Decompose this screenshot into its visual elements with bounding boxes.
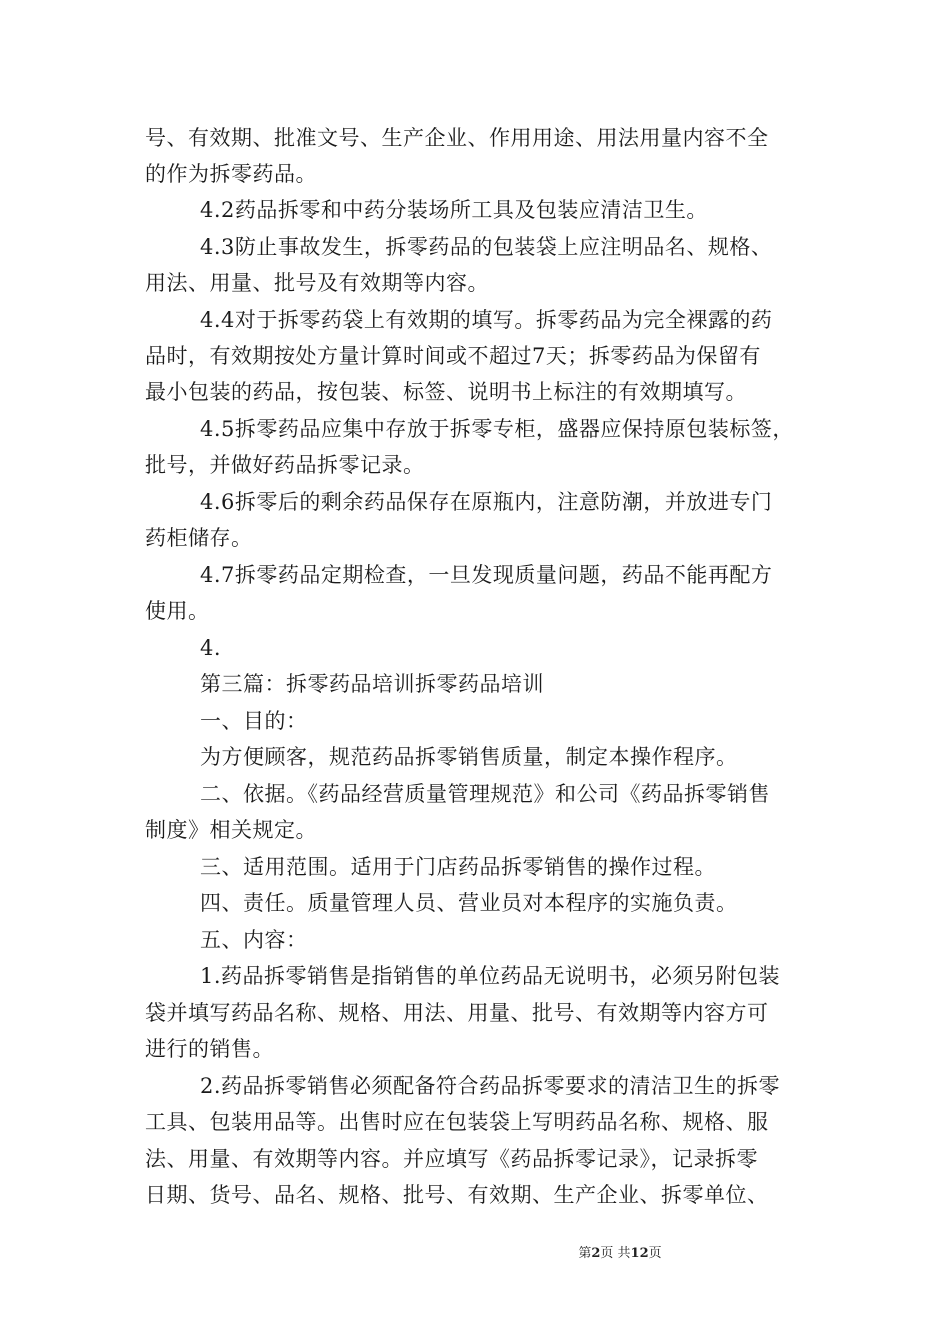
text-line: 2.药品拆零销售必须配备符合药品拆零要求的清洁卫生的拆零: [200, 1074, 781, 1098]
text-line: 法、用量、有效期等内容。并应填写《药品拆零记录》，记录拆零: [145, 1147, 758, 1171]
text-line: 批号，并做好药品拆零记录。: [145, 453, 425, 477]
text-line: 4.3防止事故发生，拆零药品的包装袋上应注明品名、规格、: [200, 235, 773, 259]
footer-suffix: 页: [648, 1246, 662, 1261]
text-line: 4.: [200, 636, 222, 660]
text-line: 的作为拆零药品。: [145, 162, 317, 186]
text-line: 工具、包装用品等。出售时应在包装袋上写明药品名称、规格、服: [145, 1110, 769, 1134]
text-line: 4.2药品拆零和中药分装场所工具及包装应清洁卫生。: [200, 198, 708, 222]
current-page-number: 2: [591, 1246, 601, 1261]
text-line: 4.5拆零药品应集中存放于拆零专柜，盛器应保持原包装标签，: [200, 417, 794, 441]
text-line: 一、目的：: [200, 709, 308, 733]
text-line: 1.药品拆零销售是指销售的单位药品无说明书，必须另附包装: [200, 964, 781, 988]
text-line: 五、内容：: [200, 928, 308, 952]
footer-prefix: 第: [578, 1246, 592, 1261]
text-line: 4.7拆零药品定期检查，一旦发现质量问题，药品不能再配方: [200, 563, 773, 587]
text-line: 四、责任。质量管理人员、营业员对本程序的实施负责。: [200, 891, 738, 915]
page-footer: [0, 1244, 950, 1264]
text-line: 制度》相关规定。: [145, 818, 317, 842]
total-page-number: 12: [630, 1246, 649, 1261]
text-line: 号、有效期、批准文号、生产企业、作用用途、用法用量内容不全: [145, 126, 769, 150]
text-line: 二、依据。《药品经营质量管理规范》和公司《药品拆零销售: [200, 782, 770, 806]
text-line: 三、适用范围。适用于门店药品拆零销售的操作过程。: [200, 855, 716, 879]
section-heading: 第三篇：拆零药品培训拆零药品培训: [200, 672, 544, 696]
text-line: 药柜储存。: [145, 526, 253, 550]
text-line: 品时，有效期按处方量计算时间或不超过7天；拆零药品为保留有: [145, 344, 761, 368]
text-line: 最小包装的药品，按包装、标签、说明书上标注的有效期填写。: [145, 380, 747, 404]
text-line: 袋并填写药品名称、规格、用法、用量、批号、有效期等内容方可: [145, 1001, 769, 1025]
text-line: 4.4对于拆零药袋上有效期的填写。拆零药品为完全裸露的药: [200, 308, 773, 332]
text-line: 为方便顾客，规范药品拆零销售质量，制定本操作程序。: [200, 745, 738, 769]
text-line: 用法、用量、批号及有效期等内容。: [145, 271, 489, 295]
footer-middle: 页 共: [600, 1246, 631, 1261]
text-line: 进行的销售。: [145, 1037, 274, 1061]
text-line: 使用。: [145, 599, 210, 623]
text-line: 日期、货号、品名、规格、批号、有效期、生产企业、拆零单位、: [145, 1183, 769, 1207]
text-line: 4.6拆零后的剩余药品保存在原瓶内，注意防潮，并放进专门: [200, 490, 773, 514]
